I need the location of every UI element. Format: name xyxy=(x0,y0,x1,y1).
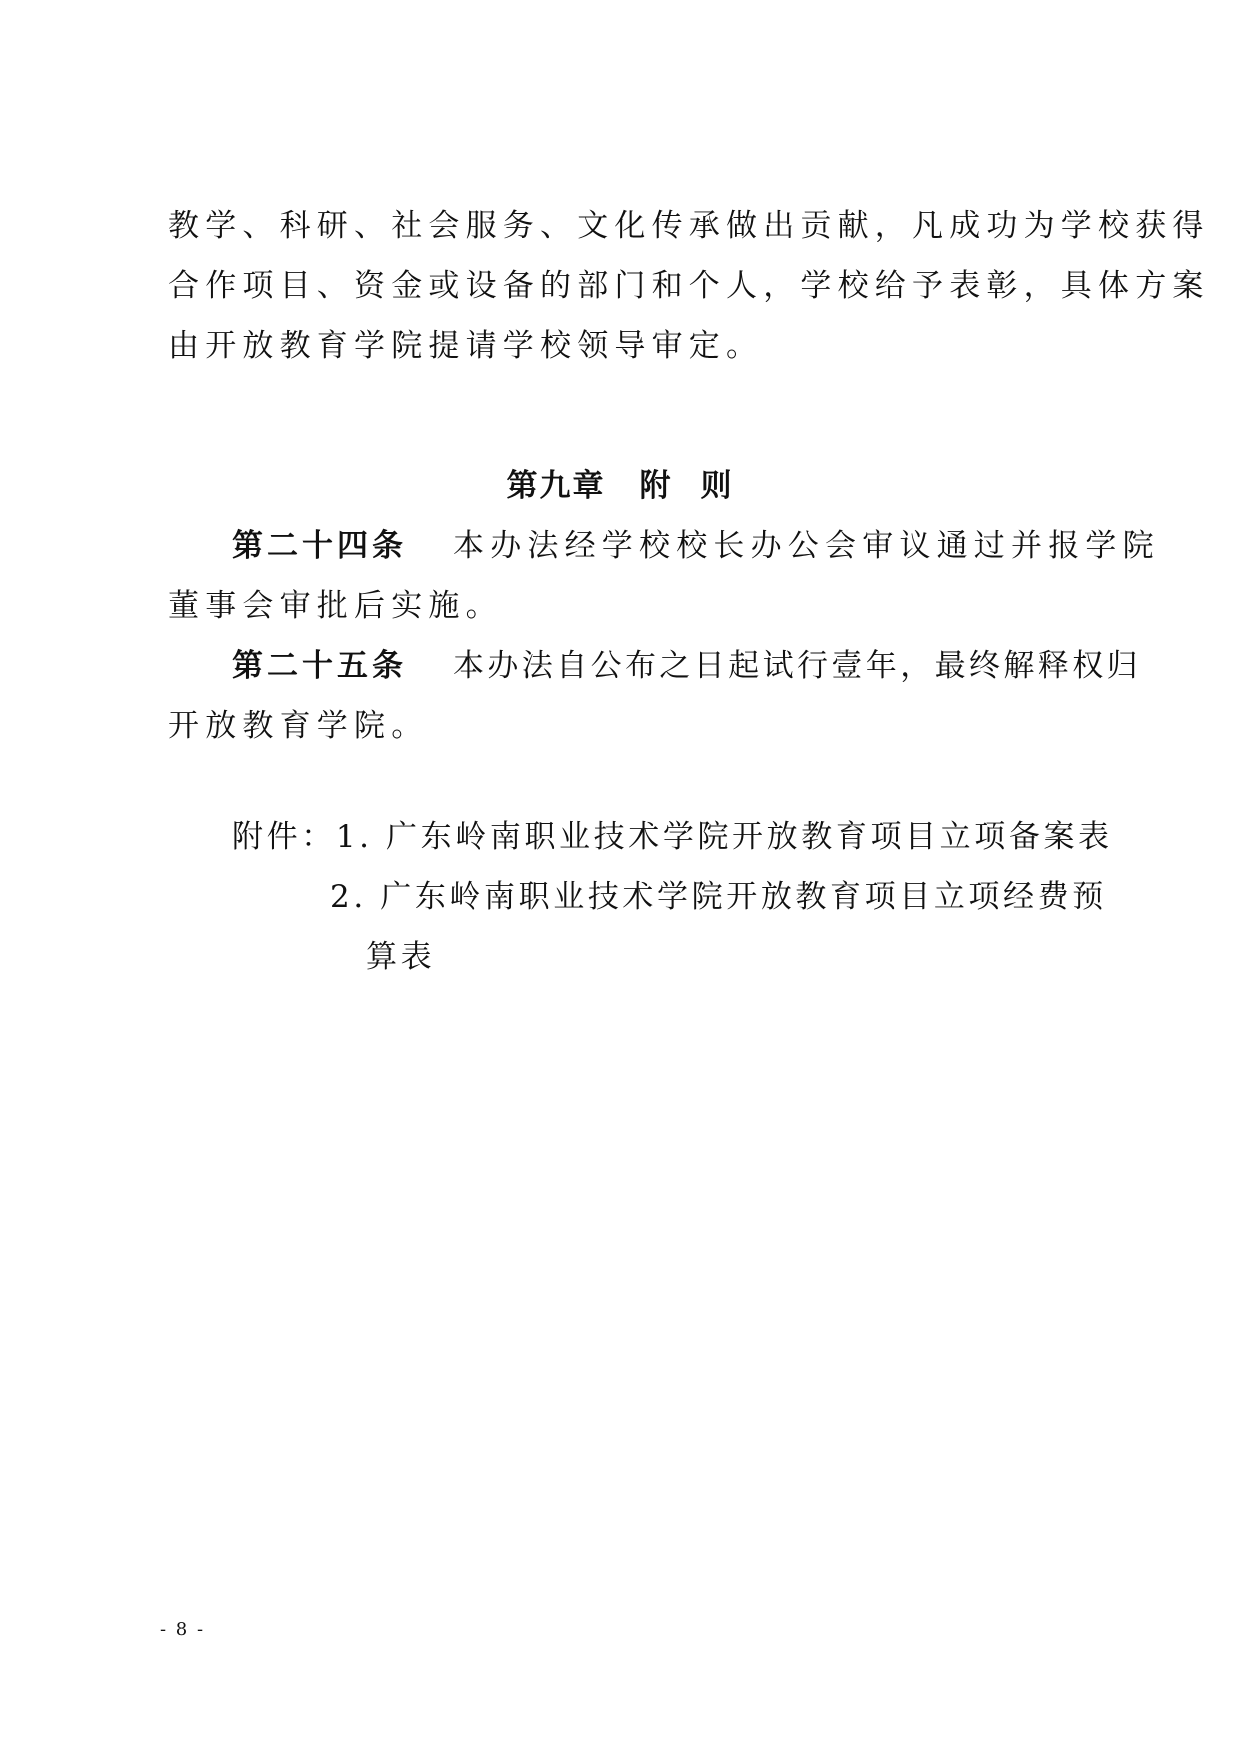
paragraph-line-2: 合作项目、资金或设备的部门和个人，学校给予表彰，具体方案 xyxy=(168,268,1210,304)
article-25 xyxy=(168,636,1141,756)
page-number: - 8 - xyxy=(160,1619,206,1640)
article-24-line1: 本办法经学校校长办公会审议通过并报学院 xyxy=(453,528,1160,564)
article-24-label: 第二十四条 xyxy=(232,528,407,564)
article-25-label: 第二十五条 xyxy=(232,648,407,684)
chapter-title-part1: 附 xyxy=(639,468,673,504)
article-24 xyxy=(168,516,1160,636)
chapter-number: 第九章 xyxy=(506,468,606,504)
attachments-list xyxy=(232,807,1113,987)
continued-paragraph xyxy=(168,196,1210,376)
attachment-item-2-continued: 算表 xyxy=(366,939,436,975)
attachment-item-2: 2. 广东岭南职业技术学院开放教育项目立项经费预 xyxy=(330,879,1107,915)
attachments-prefix: 附件： xyxy=(232,819,336,855)
article-24-line2: 董事会审批后实施。 xyxy=(168,588,503,624)
paragraph-line-3: 由开放教育学院提请学校领导审定。 xyxy=(168,328,764,364)
chapter-title-part2: 则 xyxy=(700,468,734,504)
attachment-item-1: 1. 广东岭南职业技术学院开放教育项目立项备案表 xyxy=(335,819,1113,855)
article-25-line2: 开放教育学院。 xyxy=(168,708,429,744)
article-25-line1: 本办法自公布之日起试行壹年，最终解释权归 xyxy=(453,648,1141,684)
chapter-heading xyxy=(0,456,1240,516)
paragraph-line-1: 教学、科研、社会服务、文化传承做出贡献，凡成功为学校获得 xyxy=(168,208,1210,244)
